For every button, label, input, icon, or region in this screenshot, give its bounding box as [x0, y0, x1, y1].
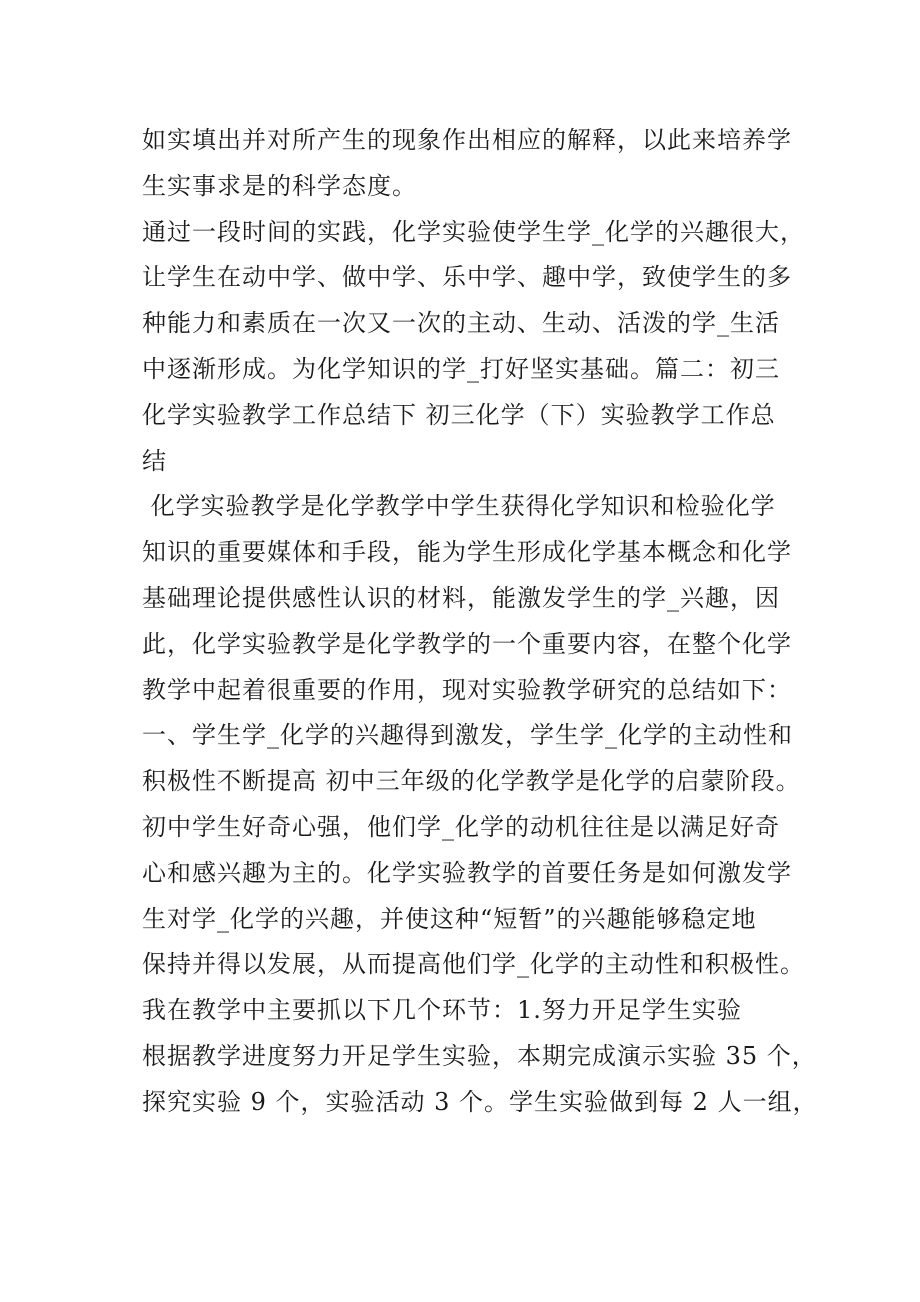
text-line: 心和感兴趣为主的。化学实验教学的首要任务是如何激发学 — [142, 858, 792, 887]
text-line: 我在教学中主要抓以下几个环节：1.努力开足学生实验 — [142, 996, 742, 1025]
document-body — [142, 118, 818, 1126]
text-line: 生对学_化学的兴趣，并使这种“短暂”的兴趣能够稳定地 — [142, 904, 757, 933]
text-line: 知识的重要媒体和手段，能为学生形成化学基本概念和化学 — [142, 538, 792, 567]
text-line: 通过一段时间的实践，化学实验使学生学_化学的兴趣很大， — [142, 217, 805, 246]
text-line: 教学中起着很重要的作用，现对实验教学研究的总结如下： — [142, 675, 792, 704]
text-line: 基础理论提供感性认识的材料，能激发学生的学_兴趣，因 — [142, 583, 780, 612]
text-line: 让学生在动中学、做中学、乐中学、趣中学，致使学生的多 — [142, 263, 792, 292]
text-line: 结 — [142, 446, 167, 475]
text-line: 化学实验教学是化学教学中学生获得化学知识和检验化学 — [142, 492, 776, 521]
text-line: 积极性不断提高 初中三年级的化学教学是化学的启蒙阶段。 — [142, 767, 801, 796]
text-line: 种能力和素质在一次又一次的主动、生动、活泼的学_生活 — [142, 309, 780, 338]
text-line: 探究实验 9 个，实验活动 3 个。学生实验做到每 2 人一组， — [142, 1087, 818, 1116]
text-line: 如实填出并对所产生的现象作出相应的解释，以此来培养学 — [142, 126, 792, 154]
text-line: 此，化学实验教学是化学教学的一个重要内容，在整个化学 — [142, 629, 792, 658]
text-line: 中逐渐形成。为化学知识的学_打好坚实基础。篇二：初三 — [142, 354, 780, 383]
text-line: 化学实验教学工作总结下 初三化学（下）实验教学工作总 — [142, 400, 776, 429]
text-line: 生实事求是的科学态度。 — [142, 171, 417, 200]
text-line: 一、学生学_化学的兴趣得到激发，学生学_化学的主动性和 — [142, 721, 793, 750]
text-line: 初中学生好奇心强，他们学_化学的动机往往是以满足好奇 — [142, 812, 780, 841]
text-line: 根据教学进度努力开足学生实验，本期完成演示实验 35 个， — [142, 1041, 817, 1070]
text-line: 保持并得以发展，从而提高他们学_化学的主动性和积极性。 — [142, 950, 805, 979]
